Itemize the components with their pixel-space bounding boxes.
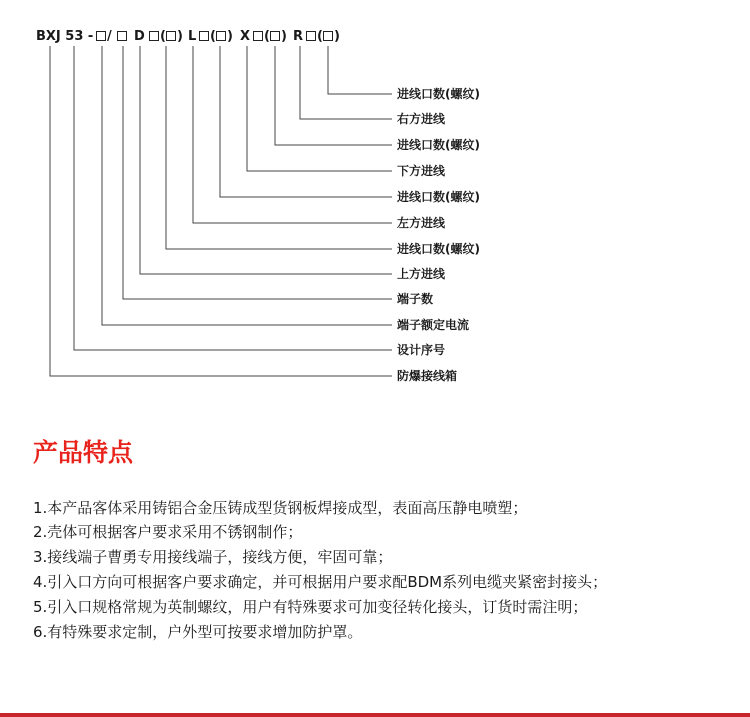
label-terminal-current: 端子额定电流	[397, 318, 470, 332]
leader-line-12	[50, 46, 392, 376]
leader-line-2	[300, 46, 392, 119]
paren-close-1: )	[177, 29, 183, 44]
features-title: 产品特点	[33, 438, 134, 467]
paren-close-2: )	[227, 29, 233, 44]
label-design-number: 设计序号	[397, 343, 446, 357]
model-letter-x: X	[240, 29, 251, 44]
feature-item-2: 2.壳体可根据客户要求采用不锈钢制作；	[33, 523, 303, 541]
label-bottom-entry: 下方进线	[397, 164, 446, 178]
leader-line-4	[247, 46, 392, 171]
leader-line-11	[74, 46, 392, 350]
model-letter-r: R	[293, 29, 304, 44]
label-top-thread: 进线口数(螺纹)	[397, 242, 480, 256]
feature-item-1: 1.本产品客体采用铸铝合金压铸成型货钢板焊接成型，表面高压静电喷塑；	[33, 499, 528, 517]
feature-item-4: 4.引入口方向可根据客户要求确定，并可根据用户要求配BDM系列电缆夹紧密封接头；	[33, 573, 608, 591]
label-right-thread: 进线口数(螺纹)	[397, 87, 480, 101]
label-product-name: 防爆接线箱	[397, 369, 458, 383]
feature-item-3: 3.接线端子曹勇专用接线端子，接线方便，牢固可靠；	[33, 548, 393, 566]
paren-close-3: )	[281, 29, 287, 44]
leader-line-7	[166, 46, 392, 249]
leader-line-9	[123, 46, 392, 299]
leader-line-6	[193, 46, 392, 223]
model-letter-d: D	[134, 29, 145, 44]
paren-close-4: )	[334, 29, 340, 44]
model-slash: /	[107, 29, 112, 44]
paren-open-3: (	[264, 29, 270, 44]
bottom-divider	[0, 713, 750, 717]
leader-line-3	[275, 46, 392, 145]
label-top-entry: 上方进线	[397, 267, 446, 281]
leader-line-1	[328, 46, 392, 94]
label-right-entry: 右方进线	[397, 112, 446, 126]
label-left-entry: 左方进线	[397, 216, 446, 230]
label-terminal-count: 端子数	[397, 292, 434, 306]
leader-line-8	[140, 46, 392, 274]
model-letter-l: L	[188, 29, 197, 44]
feature-item-5: 5.引入口规格常规为英制螺纹，用户有特殊要求可加变径转化接头，订货时需注明；	[33, 598, 588, 616]
feature-item-6: 6.有特殊要求定制，户外型可按要求增加防护罩。	[33, 623, 363, 641]
paren-open-4: (	[317, 29, 323, 44]
paren-open-2: (	[210, 29, 216, 44]
leader-line-5	[220, 46, 392, 197]
label-bottom-thread: 进线口数(螺纹)	[397, 138, 480, 152]
model-prefix: BXJ 53 -	[36, 29, 94, 44]
paren-open-1: (	[160, 29, 166, 44]
label-left-thread: 进线口数(螺纹)	[397, 190, 480, 204]
